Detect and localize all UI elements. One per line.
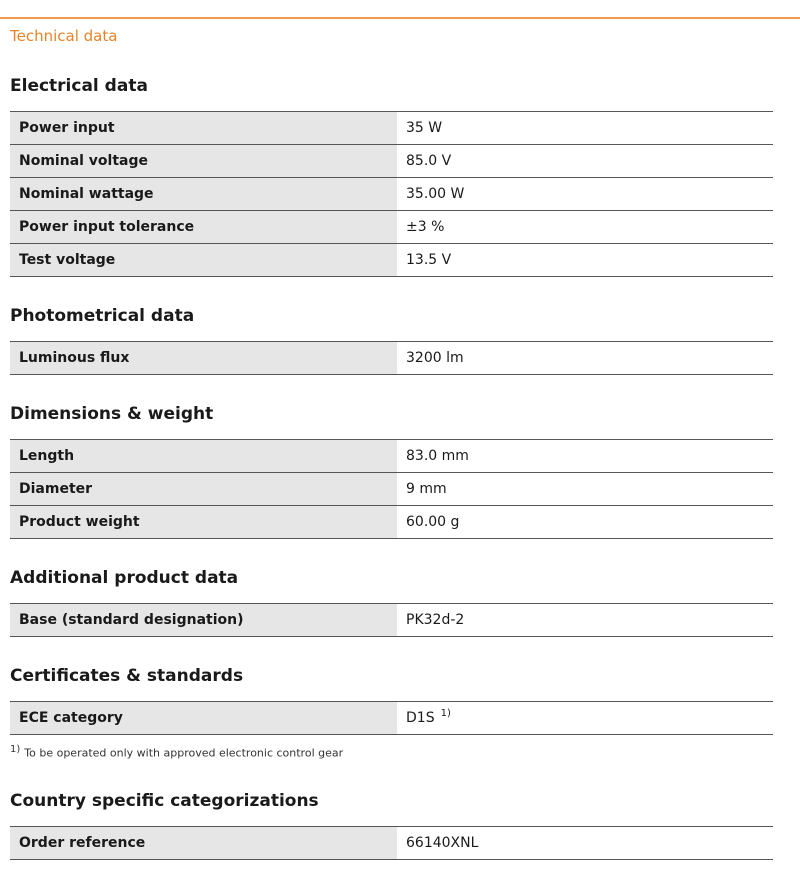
row-label: Product weight [10,506,397,538]
section-heading: Country specific categorizations [10,791,319,811]
section-certificates-standards [10,665,773,726]
section-country-specific-categorizations [10,790,773,851]
section-heading: Electrical data [10,76,148,96]
row-label: Test voltage [10,244,397,276]
section-heading: Certificates & standards [10,666,244,686]
row-label: Power input [10,112,397,144]
row-value: 35 W [406,120,443,136]
table-row [10,440,773,473]
row-label: Base (standard designation) [10,604,397,636]
row-label: Nominal voltage [10,145,397,177]
footnote-reference: 1) [440,708,451,719]
spec-table [10,111,773,277]
footnote-mark: 1) [10,744,21,755]
footnote-text: To be operated only with approved electronic control gear [24,746,344,760]
table-row [10,178,773,211]
row-label: Nominal wattage [10,178,397,210]
table-row [10,604,773,637]
row-value: D1S [406,710,435,726]
row-label: Diameter [10,473,397,505]
row-value: 66140XNL [406,835,479,851]
top-accent-rule [0,17,800,19]
spec-table [10,439,773,539]
section-heading: Additional product data [10,568,239,588]
row-value: 85.0 V [406,153,452,169]
section-heading: Dimensions & weight [10,404,214,424]
row-value-with-note [397,702,773,734]
row-label: Length [10,440,397,472]
row-label: Order reference [10,827,397,859]
spec-table [10,603,773,637]
row-value: 9 mm [406,481,447,497]
row-value: 83.0 mm [406,448,469,464]
row-value: 13.5 V [406,252,452,268]
row-value: 3200 lm [406,350,464,366]
row-label: ECE category [10,702,397,734]
page-title: Technical data [10,27,118,45]
table-row [10,145,773,178]
section-electrical-data [10,75,773,268]
section-heading: Photometrical data [10,306,195,326]
section-additional-product-data [10,567,773,628]
table-row [10,112,773,145]
table-row [10,473,773,506]
row-value: 60.00 g [406,514,460,530]
row-label: Luminous flux [10,342,397,374]
section-dimensions-weight [10,403,773,530]
spec-table [10,826,773,860]
spec-table [10,701,773,735]
row-label: Power input tolerance [10,211,397,243]
table-row [10,702,773,735]
table-row [10,342,773,375]
table-row [10,506,773,539]
row-value: PK32d-2 [406,612,465,628]
row-value: ±3 % [406,219,445,235]
footnote [10,744,343,760]
row-value: 35.00 W [406,186,465,202]
table-row [10,244,773,277]
spec-table [10,341,773,375]
section-photometrical-data [10,305,773,366]
table-row [10,827,773,860]
table-row [10,211,773,244]
